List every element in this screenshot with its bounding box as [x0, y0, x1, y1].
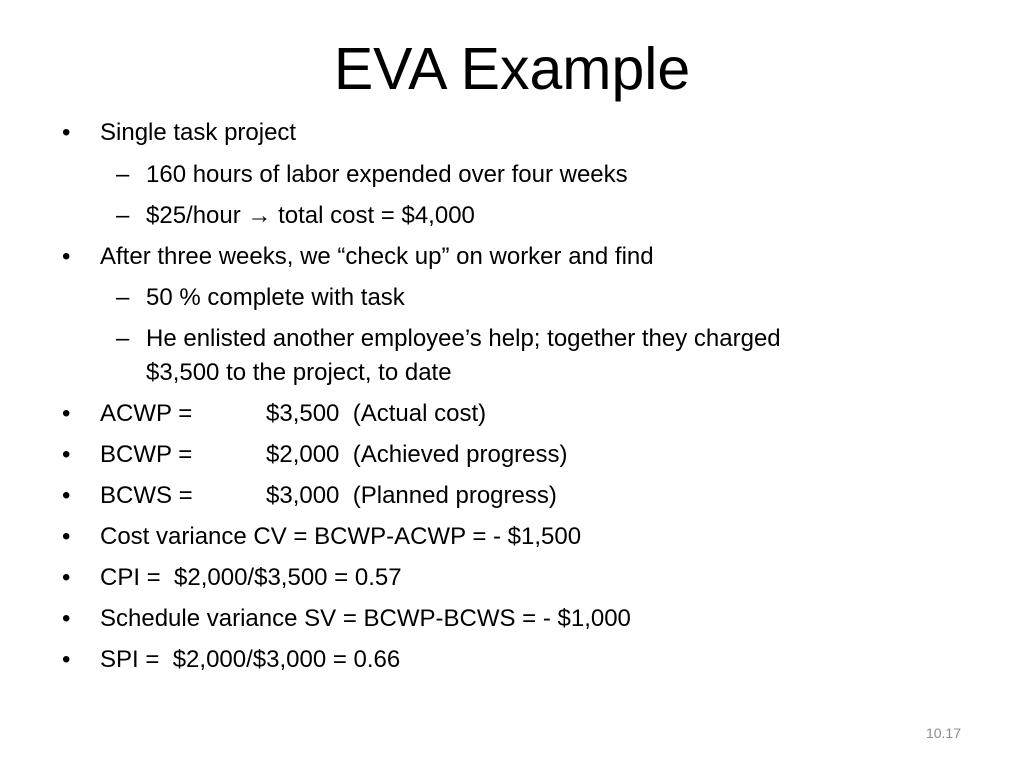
bullet-marker: • — [62, 646, 71, 673]
bullet-cost-variance — [62, 520, 582, 554]
metric-label: ACWP = — [100, 400, 193, 427]
metric-value: $3,000 (Planned progress) — [266, 482, 557, 509]
bullet-marker: • — [62, 119, 71, 146]
bullet-marker: • — [62, 482, 71, 509]
slide-title: EVA Example — [333, 36, 691, 102]
subbullet-labor-hours — [116, 158, 628, 192]
bullet-marker: • — [62, 605, 71, 632]
bullet-text: 50 % complete with task — [146, 284, 405, 311]
bullet-single-task — [62, 116, 297, 150]
bullet-marker: • — [62, 441, 71, 468]
bullet-text: Cost variance CV = BCWP-ACWP = - $1,500 — [100, 523, 582, 550]
bullet-marker: • — [62, 243, 71, 270]
sub-bullet-marker: – — [116, 284, 130, 311]
bullet-text: CPI = $2,000/$3,500 = 0.57 — [100, 564, 402, 591]
sub-bullet-marker: – — [116, 202, 130, 229]
metric-value: $2,000 (Achieved progress) — [266, 441, 568, 468]
subbullet-enlisted-help — [116, 322, 781, 390]
bullet-text: $25/hour → total cost = $4,000 — [146, 202, 475, 229]
subbullet-hourly-rate — [116, 199, 475, 233]
bullet-spi — [62, 643, 401, 677]
metric-label: BCWP = — [100, 441, 193, 468]
bullet-text: Single task project — [100, 119, 297, 146]
bullet-text: 160 hours of labor expended over four weeks — [146, 161, 628, 188]
bullet-marker: • — [62, 523, 71, 550]
subbullet-percent-complete — [116, 281, 405, 315]
bullet-marker: • — [62, 564, 71, 591]
bullet-text-line-2: $3,500 to the project, to date — [146, 359, 452, 386]
bullet-schedule-variance — [62, 602, 631, 636]
bullet-bcws — [62, 479, 557, 513]
bullet-check-up — [62, 240, 654, 274]
bullet-text: After three weeks, we “check up” on worker and find — [100, 243, 654, 270]
sub-bullet-marker: – — [116, 161, 130, 188]
bullet-acwp — [62, 397, 487, 431]
bullet-text: Schedule variance SV = BCWP-BCWS = - $1,000 — [100, 605, 631, 632]
metric-label: BCWS = — [100, 482, 193, 509]
page-number: 10.17 — [925, 725, 961, 741]
sub-bullet-marker: – — [116, 325, 130, 352]
bullet-text-line-1: He enlisted another employee’s help; together they charged — [146, 325, 781, 352]
metric-value: $3,500 (Actual cost) — [266, 400, 487, 427]
bullet-cpi — [62, 561, 402, 595]
bullet-bcwp — [62, 438, 568, 472]
bullet-text: SPI = $2,000/$3,000 = 0.66 — [100, 646, 401, 673]
bullet-marker: • — [62, 400, 71, 427]
